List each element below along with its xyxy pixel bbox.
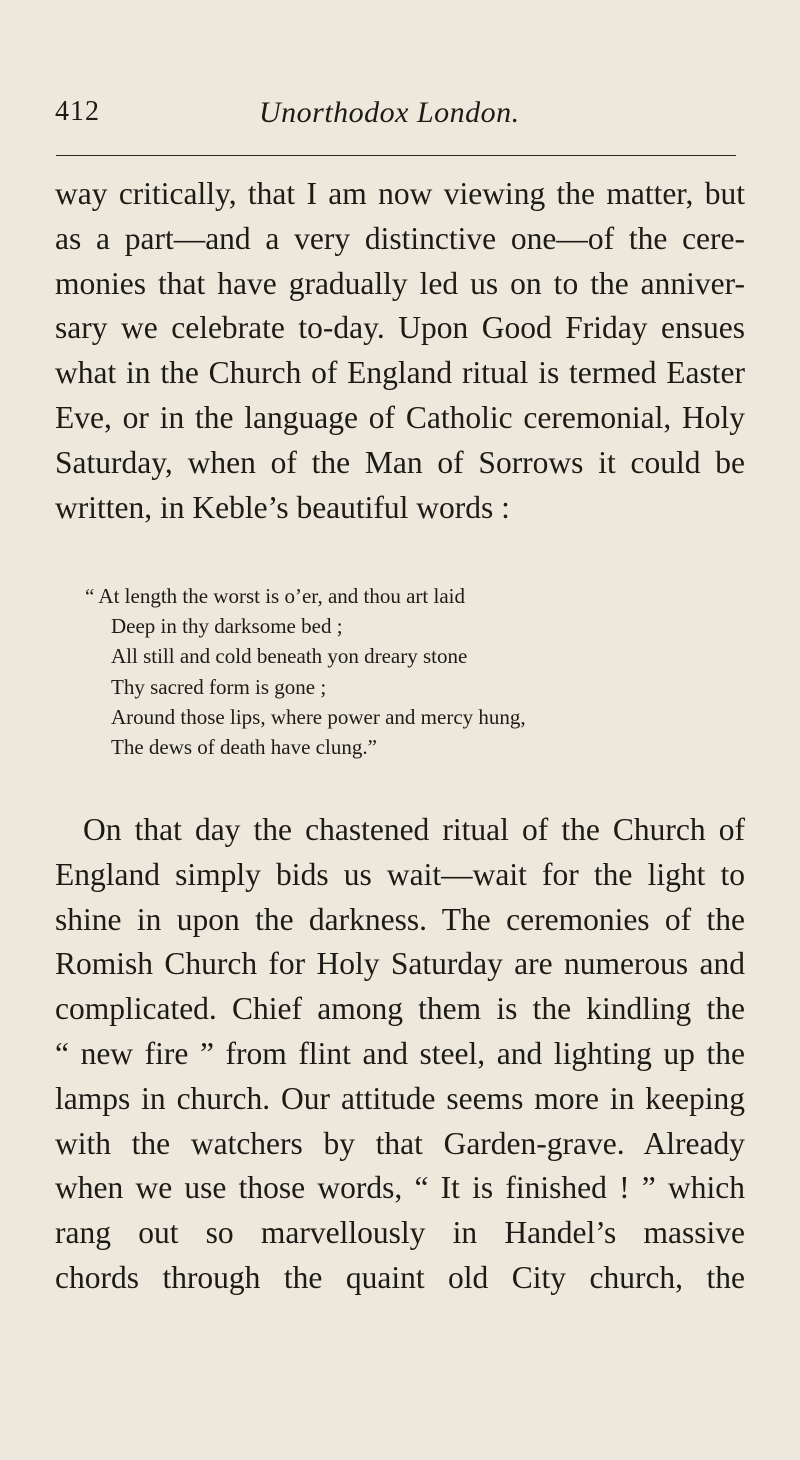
paragraph-line: Eve, or in the language of Catholic ceremonial, Holy <box>55 399 745 435</box>
poem-quotation <box>85 581 725 762</box>
poem-line: Around those lips, where power and mercy hung, <box>111 704 526 729</box>
paragraph-line: Romish Church for Holy Saturday are numerous and <box>55 946 745 982</box>
paragraph-line: as a part—and a very distinctive one—of the cere- <box>55 220 745 256</box>
paragraph-line: complicated. Chief among them is the kindling the <box>55 991 745 1027</box>
poem-line: All still and cold beneath yon dreary stone <box>111 644 468 669</box>
paragraph-line: lamps in church. Our attitude seems more in keeping <box>55 1080 745 1116</box>
paragraph-line: chords through the quaint old City church, the <box>55 1259 745 1295</box>
page-header <box>55 78 740 130</box>
running-title: Unorthodox London. <box>259 96 520 129</box>
paragraph-line: England simply bids us wait—wait for the light to <box>55 856 745 892</box>
paragraph-line: written, in Keble’s beautiful words : <box>55 489 510 525</box>
paragraph-line: with the watchers by that Garden-grave. Already <box>55 1125 745 1161</box>
page-number: 412 <box>55 96 100 127</box>
poem-line: The dews of death have clung.” <box>111 735 377 760</box>
paragraph-1 <box>55 172 745 530</box>
poem-line: Thy sacred form is gone ; <box>111 674 327 699</box>
paragraph-2 <box>55 808 745 1301</box>
paragraph-line: Saturday, when of the Man of Sorrows it could be <box>55 444 745 480</box>
paragraph-line: sary we celebrate to-day. Upon Good Friday ensues <box>55 310 745 346</box>
paragraph-line: rang out so marvellously in Handel’s massive <box>55 1215 745 1251</box>
paragraph-line: monies that have gradually led us on to the anniver- <box>55 265 745 301</box>
paragraph-line: way critically, that I am now viewing the matter, but <box>55 176 745 211</box>
paragraph-line: what in the Church of England ritual is termed Easter <box>55 355 745 391</box>
paragraph-line: On that day the chastened ritual of the Church of <box>83 812 745 847</box>
header-rule <box>56 155 736 156</box>
paragraph-line: shine in upon the darkness. The ceremonies of the <box>55 901 745 937</box>
paragraph-line: “ new fire ” from flint and steel, and lighting up the <box>55 1035 745 1071</box>
poem-line: “ At length the worst is o’er, and thou art laid <box>85 584 465 608</box>
poem-line: Deep in thy darksome bed ; <box>111 614 343 639</box>
paragraph-line: when we use those words, “ It is finished ! ” which <box>55 1170 745 1206</box>
